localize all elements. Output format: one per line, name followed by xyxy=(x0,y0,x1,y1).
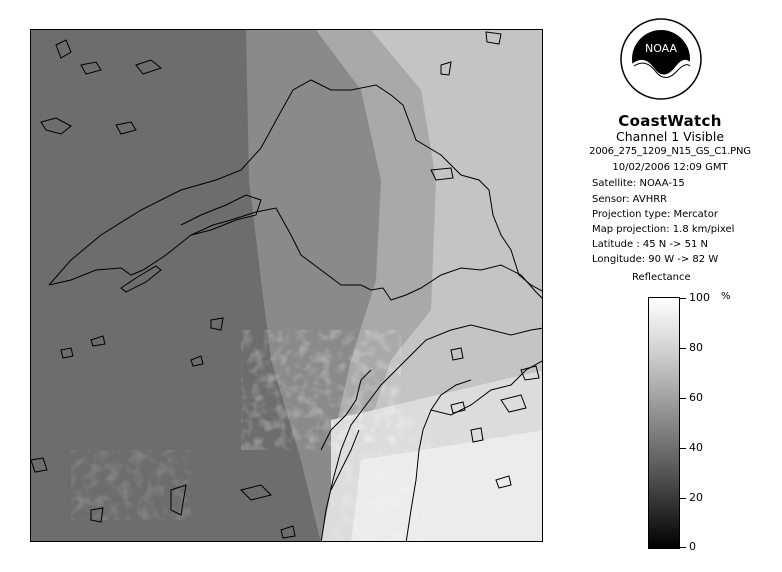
datetime: 10/02/2006 12:09 GMT xyxy=(612,162,728,173)
filename: 2006_275_1209_N15_GS_C1.PNG xyxy=(589,146,751,157)
colorbar-tick-label: 40 xyxy=(689,441,703,454)
latitude-info: Latitude : 45 N -> 51 N xyxy=(592,239,708,250)
colorbar-tick-label: 100 xyxy=(689,291,710,304)
sensor-info: Sensor: AVHRR xyxy=(592,194,668,205)
colorbar-tick xyxy=(680,348,686,349)
colorbar-tick xyxy=(680,547,686,548)
colorbar-tick-label: 60 xyxy=(689,391,703,404)
colorbar-tick xyxy=(680,448,686,449)
satellite-info: Satellite: NOAA-15 xyxy=(592,178,685,189)
colorbar-tick xyxy=(680,298,686,299)
noaa-logo-text: NOAA xyxy=(644,42,678,55)
reflectance-colorbar xyxy=(648,297,680,549)
colorbar-tick xyxy=(680,398,686,399)
colorbar-label: Reflectance xyxy=(632,272,691,283)
satellite-map[interactable] xyxy=(30,29,543,542)
subtitle: Channel 1 Visible xyxy=(615,129,725,144)
colorbar-unit: % xyxy=(721,291,731,302)
noaa-logo xyxy=(620,18,702,100)
colorbar-tick-label: 0 xyxy=(689,540,696,553)
title: CoastWatch xyxy=(618,112,722,130)
colorbar-tick-label: 20 xyxy=(689,491,703,504)
projection-type-info: Projection type: Mercator xyxy=(592,209,718,220)
colorbar-tick-label: 80 xyxy=(689,341,703,354)
map-projection-info: Map projection: 1.8 km/pixel xyxy=(592,224,735,235)
colorbar-tick xyxy=(680,498,686,499)
satellite-image xyxy=(31,30,543,542)
longitude-info: Longitude: 90 W -> 82 W xyxy=(592,254,719,265)
